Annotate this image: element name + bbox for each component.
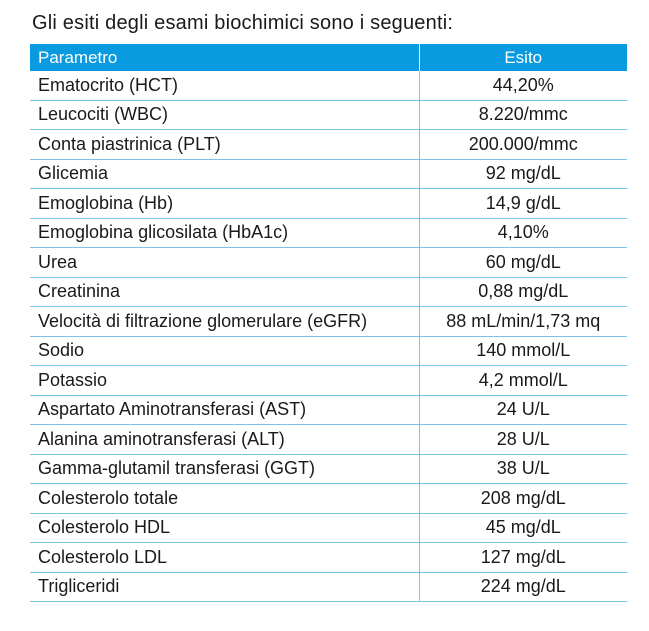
- parameter-cell: Glicemia: [30, 159, 419, 189]
- table-row: [30, 572, 627, 602]
- outcome-cell: 127 mg/dL: [419, 543, 627, 573]
- parameter-cell: Urea: [30, 248, 419, 278]
- table-row: [30, 543, 627, 573]
- outcome-cell: 4,2 mmol/L: [419, 366, 627, 396]
- parameter-cell: Leucociti (WBC): [30, 100, 419, 130]
- header-parameter: Parametro: [30, 44, 419, 71]
- parameter-cell: Ematocrito (HCT): [30, 71, 419, 100]
- parameter-cell: Sodio: [30, 336, 419, 366]
- outcome-cell: 140 mmol/L: [419, 336, 627, 366]
- outcome-cell: 208 mg/dL: [419, 484, 627, 514]
- parameter-cell: Colesterolo LDL: [30, 543, 419, 573]
- table-row: [30, 484, 627, 514]
- table-row: [30, 100, 627, 130]
- table-row: [30, 454, 627, 484]
- table-header-row: [30, 44, 627, 71]
- table-row: [30, 513, 627, 543]
- outcome-cell: 28 U/L: [419, 425, 627, 455]
- table-row: [30, 130, 627, 160]
- outcome-cell: 38 U/L: [419, 454, 627, 484]
- table-row: [30, 218, 627, 248]
- outcome-cell: 44,20%: [419, 71, 627, 100]
- header-outcome: Esito: [419, 44, 627, 71]
- outcome-cell: 60 mg/dL: [419, 248, 627, 278]
- parameter-cell: Alanina aminotransferasi (ALT): [30, 425, 419, 455]
- parameter-cell: Potassio: [30, 366, 419, 396]
- parameter-cell: Emoglobina (Hb): [30, 189, 419, 219]
- parameter-cell: Velocità di filtrazione glomerulare (eGFR): [30, 307, 419, 337]
- outcome-cell: 224 mg/dL: [419, 572, 627, 602]
- outcome-cell: 200.000/mmc: [419, 130, 627, 160]
- outcome-cell: 88 mL/min/1,73 mq: [419, 307, 627, 337]
- table-row: [30, 71, 627, 100]
- parameter-cell: Trigliceridi: [30, 572, 419, 602]
- table-row: [30, 336, 627, 366]
- parameter-cell: Emoglobina glicosilata (HbA1c): [30, 218, 419, 248]
- table-row: [30, 248, 627, 278]
- table-row: [30, 366, 627, 396]
- parameter-cell: Conta piastrinica (PLT): [30, 130, 419, 160]
- outcome-cell: 8.220/mmc: [419, 100, 627, 130]
- parameter-cell: Colesterolo HDL: [30, 513, 419, 543]
- results-table: [30, 44, 627, 602]
- table-row: [30, 189, 627, 219]
- outcome-cell: 14,9 g/dL: [419, 189, 627, 219]
- outcome-cell: 45 mg/dL: [419, 513, 627, 543]
- parameter-cell: Gamma-glutamil transferasi (GGT): [30, 454, 419, 484]
- parameter-cell: Colesterolo totale: [30, 484, 419, 514]
- parameter-cell: Aspartato Aminotransferasi (AST): [30, 395, 419, 425]
- table-row: [30, 159, 627, 189]
- table-row: [30, 425, 627, 455]
- outcome-cell: 4,10%: [419, 218, 627, 248]
- outcome-cell: 0,88 mg/dL: [419, 277, 627, 307]
- outcome-cell: 24 U/L: [419, 395, 627, 425]
- intro-text: Gli esiti degli esami biochimici sono i seguenti:: [32, 12, 454, 34]
- outcome-cell: 92 mg/dL: [419, 159, 627, 189]
- table-row: [30, 307, 627, 337]
- parameter-cell: Creatinina: [30, 277, 419, 307]
- table-body: [30, 71, 627, 602]
- table-row: [30, 277, 627, 307]
- table-row: [30, 395, 627, 425]
